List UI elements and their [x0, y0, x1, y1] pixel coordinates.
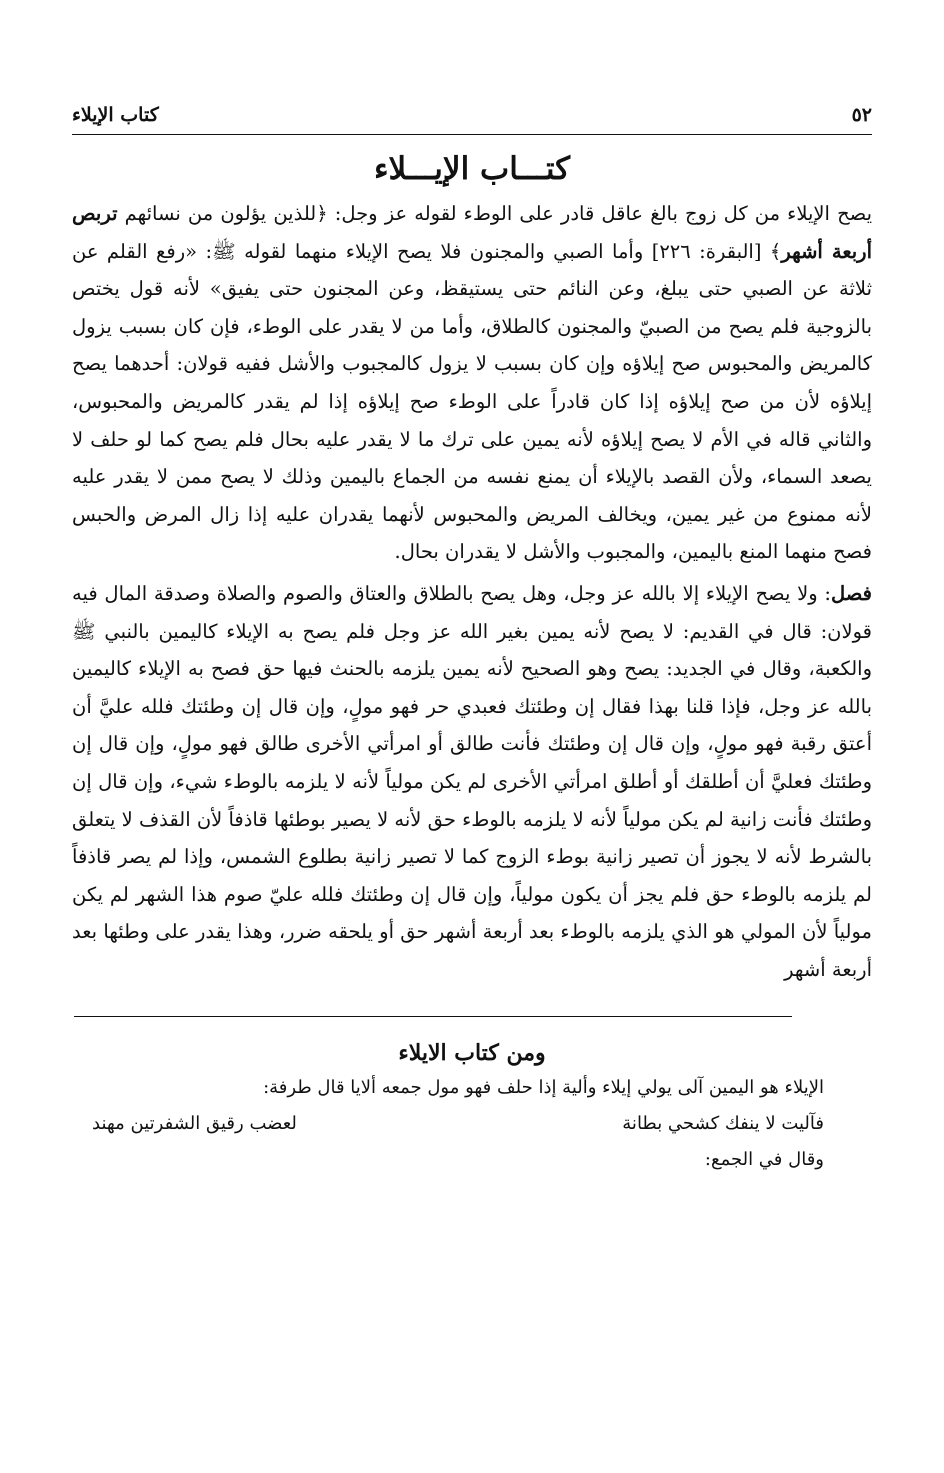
header-rule [72, 134, 872, 135]
paragraph-2-segment: : ولا يصح الإيلاء إلا بالله عز وجل، وهل يصح بالطلاق والعتاق والصوم والصلاة وصدقة المال فيه قولان: قال في القديم: لا يصح لأنه يمين بغير الله عز وجل فلم يصح به الإيلاء كاليمين بالنبي ﷺ والكعبة، وقال في الجديد: يصح وهو الصحيح لأنه يمين يلزمه بالحنث فيها حق فصح به الإيلاء كاليمين بالله عز وجل، فإذا قلنا بهذا فقال إن وطئتك فعبدي حر فهو مولٍ، وإن قال إن وطئتك فلله عليَّ أن أعتق رقبة فهو مولٍ، وإن قال إن وطئتك فأنت طالق أو امرأتي الأخرى طالق فهو مولٍ، وإن قال إن وطئتك فعليَّ أن أطلقك أو أطلق امرأتي الأخرى لم يكن مولياً لأنه لا يلزمه بالوطء شيء، وإن قال إن وطئتك فأنت زانية لم يكن مولياً لأنه لا يلزمه بالوطء حق لأنه لا يصير بوطئها قاذفاً لأن القذف لا يتعلق بالشرط لأنه لا يجوز أن تصير زانية بوطء الزوج كما لا تصير زانية بطلوع الشمس، وإذا لم يصر قاذفاً لم يلزمه بالوطء حق فلم يجز أن يكون مولياً، وإن قال إن وطئتك فلله عليّ صوم هذا الشهر لم يكن مولياً لأن المولي هو الذي يلزمه بالوطء بعد أربعة أشهر حق أو يلحقه ضرر، وهذا يقدر على وطئها بعد أربعة أشهر [72, 581, 872, 981]
running-header [72, 104, 872, 132]
paragraph-1-segment: يصح الإيلاء من كل زوج بالغ عاقل قادر على الوطء لقوله عز وجل: ﴿للذين يؤلون من نسائهم [117, 202, 872, 225]
paragraph-1-segment: ﴾ [البقرة: ٢٢٦] وأما الصبي والمجنون فلا يصح الإيلاء منهما لقوله ﷺ: «رفع القلم عن ثلاثة عن الصبي حتى يبلغ، وعن النائم حتى يستيقظ، وعن المجنون حتى يفيق» لأنه قول يختص بالزوجية فلم يصح من الصبيّ والمجنون كالطلاق، وأما من لا يقدر على الوطء، فإن كان بسبب يزول كالمريض والمحبوس صح إيلاؤه وإن كان بسبب لا يزول كالمجبوب والأشل ففيه قولان: أحدهما يصح إيلاؤه لأن من صح إيلاؤه إذا كان قادراً على الوطء صح إيلاؤه إذا لم يقدر كالمريض والمحبوس، والثاني قاله في الأم لا يصح إيلاؤه لأنه يمين على ترك ما لا يقدر عليه بحال فلم يصح كما لو حلف لا يصعد السماء، ولأن القصد بالإيلاء أن يمنع نفسه من الجماع باليمين وذلك لا يصح ممن لا يقدر عليه لأنه ممنوع من غير يمين، ويخالف المريض والمحبوس لأنهما يقدران عليه إذا زال المرض والحبس فصح منهما المنع باليمين، والمجبوب والأشل لا يقدران بحال. [72, 239, 872, 564]
section-label: فصل [831, 581, 872, 605]
footnote-title: ومن كتاب الايلاء [398, 1040, 546, 1067]
book-page [72, 104, 872, 1177]
verse-second-hemistich: لعضب رقيق الشفرتين مهند [92, 1113, 297, 1135]
verse-first-hemistich: فآليت لا ينفك كشحي بطانة [622, 1113, 824, 1135]
footnote-line: الإيلاء هو اليمين آلى يولي إيلاء وألية إذا حلف فهو مول جمعه ألايا قال طرفة: [263, 1077, 824, 1099]
poetry-verse [72, 1105, 872, 1143]
footnote-block [72, 1035, 872, 1177]
paragraph-1 [72, 195, 872, 571]
chapter-title: كتـــاب الإيـــلاء [373, 151, 571, 187]
running-title: كتاب الإيلاء [72, 104, 159, 126]
page-number: ٥٢ [851, 104, 872, 126]
footnote-rule [74, 1016, 792, 1017]
footnote-line: وقال في الجمع: [704, 1149, 824, 1171]
quran-emphasis: تربص أربعة أشهر [72, 202, 872, 263]
paragraph-2 [72, 575, 872, 989]
